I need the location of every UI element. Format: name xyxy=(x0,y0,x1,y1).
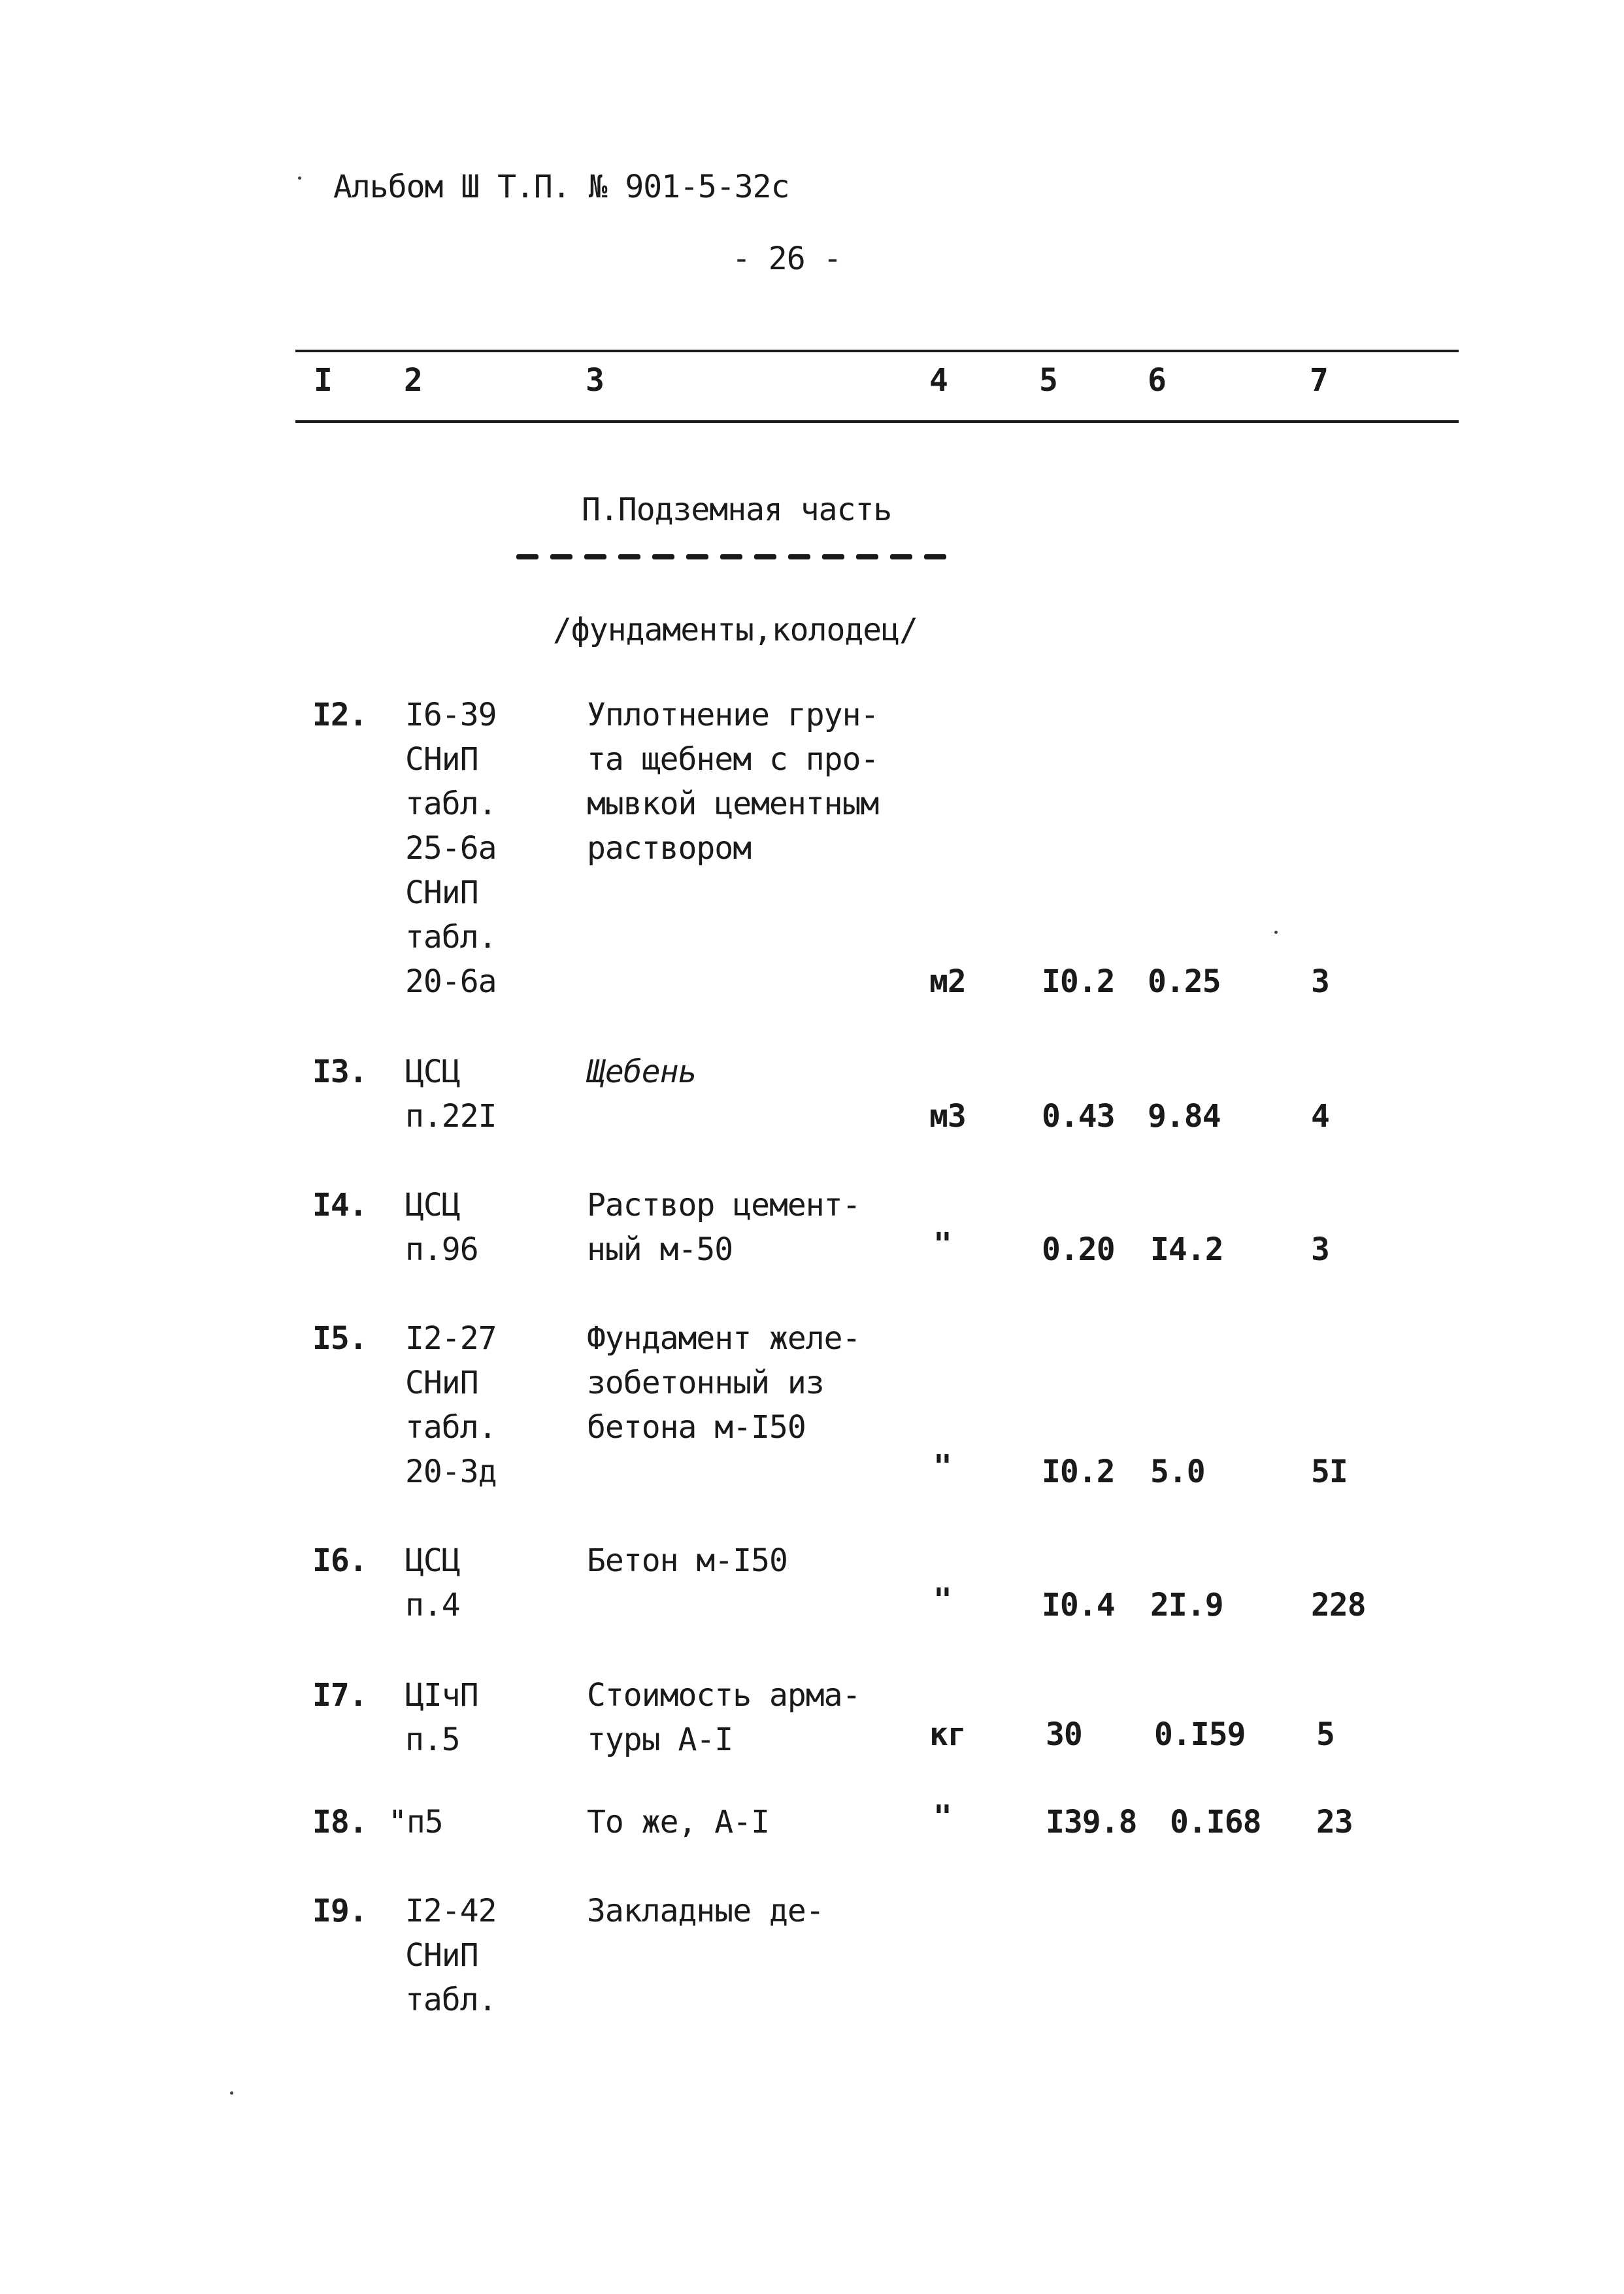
row-17-desc-line-2: туры А-I xyxy=(587,1721,733,1758)
row-15-desc-line-3: бетона м-I50 xyxy=(587,1409,806,1446)
row-14-unit: " xyxy=(933,1226,952,1263)
row-12-ref-line-4: 25-6а xyxy=(405,830,497,867)
section-title: П.Подземная часть xyxy=(582,491,892,528)
row-14-total: 3 xyxy=(1311,1231,1329,1268)
row-15-desc-line-2: зобетонный из xyxy=(587,1365,824,1401)
row-14-ref-line-2: п.96 xyxy=(405,1231,478,1268)
row-19-number: I9. xyxy=(312,1893,367,1929)
row-17-desc-line-1: Стоимость арма- xyxy=(587,1677,861,1714)
row-12-desc-line-1: Уплотнение грун- xyxy=(587,697,879,733)
row-13-ref-line-2: п.22I xyxy=(405,1098,497,1135)
row-15-unit: " xyxy=(933,1448,952,1485)
row-19-ref-line-3: табл. xyxy=(405,1982,497,2018)
row-18-quantity: I39.8 xyxy=(1046,1804,1137,1840)
section-subtitle: /фундаменты,колодец/ xyxy=(553,612,918,648)
row-12-number: I2. xyxy=(312,697,367,733)
row-12-price: 0.25 xyxy=(1148,963,1221,1000)
row-15-quantity: I0.2 xyxy=(1042,1454,1115,1490)
row-12-ref-line-7: 20-6а xyxy=(405,963,497,1000)
column-number-1: I xyxy=(314,362,332,399)
row-19-ref-line-2: СНиП xyxy=(405,1937,478,1974)
row-17-ref-line-2: п.5 xyxy=(405,1721,460,1758)
row-13-unit: м3 xyxy=(929,1098,966,1135)
row-17-unit: кг xyxy=(929,1716,966,1753)
column-number-5: 5 xyxy=(1039,362,1057,399)
row-19-ref-line-1: I2-42 xyxy=(405,1893,497,1929)
row-16-ref-line-2: п.4 xyxy=(405,1587,460,1623)
page-number: - 26 - xyxy=(732,241,842,277)
row-12-quantity: I0.2 xyxy=(1042,963,1115,1000)
row-12-ref-line-3: табл. xyxy=(405,786,497,822)
row-17-total: 5 xyxy=(1316,1716,1334,1753)
row-12-desc-line-4: раствором xyxy=(587,830,752,867)
row-16-number: I6. xyxy=(312,1542,367,1579)
row-12-desc-line-2: та щебнем с про- xyxy=(587,741,879,778)
row-12-total: 3 xyxy=(1311,963,1329,1000)
row-14-desc-line-2: ный м-50 xyxy=(587,1231,733,1268)
row-18-unit: " xyxy=(933,1799,952,1835)
row-12-ref-line-5: СНиП xyxy=(405,874,478,911)
row-15-ref-line-4: 20-3д xyxy=(405,1454,497,1490)
row-16-total: 228 xyxy=(1311,1587,1366,1623)
column-number-3: 3 xyxy=(586,362,604,399)
row-15-ref-line-3: табл. xyxy=(405,1409,497,1446)
row-13-quantity: 0.43 xyxy=(1042,1098,1115,1135)
row-13-ref-line-1: ЦСЦ xyxy=(405,1054,460,1090)
row-16-unit: " xyxy=(933,1582,952,1618)
row-19-desc-line-1: Закладные де- xyxy=(587,1893,824,1929)
row-15-ref-line-2: СНиП xyxy=(405,1365,478,1401)
row-18-total: 23 xyxy=(1316,1804,1353,1840)
row-17-quantity: 30 xyxy=(1046,1716,1082,1753)
row-13-total: 4 xyxy=(1311,1098,1329,1135)
column-number-7: 7 xyxy=(1310,362,1328,399)
row-12-ref-line-1: I6-39 xyxy=(405,697,497,733)
row-12-ref-line-2: СНиП xyxy=(405,741,478,778)
row-17-number: I7. xyxy=(312,1677,367,1714)
row-12-unit: м2 xyxy=(929,963,966,1000)
row-13-number: I3. xyxy=(312,1054,367,1090)
row-13-price: 9.84 xyxy=(1148,1098,1221,1135)
row-13-desc-line-1: Щебень xyxy=(587,1054,697,1090)
row-16-quantity: I0.4 xyxy=(1042,1587,1115,1623)
album-header: Альбом Ш Т.П. № 901-5-32с xyxy=(333,169,789,205)
row-15-ref-line-1: I2-27 xyxy=(405,1320,497,1357)
row-15-total: 5I xyxy=(1311,1454,1348,1490)
row-16-desc-line-1: Бетон м-I50 xyxy=(587,1542,787,1579)
scan-speck xyxy=(230,2091,233,2095)
column-number-6: 6 xyxy=(1148,362,1166,399)
row-17-price: 0.I59 xyxy=(1154,1716,1246,1753)
row-16-ref-line-1: ЦСЦ xyxy=(405,1542,460,1579)
row-18-desc-line-1: То же, А-I xyxy=(587,1804,769,1840)
row-14-desc-line-1: Раствор цемент- xyxy=(587,1187,861,1223)
row-18-ref-line-1: "п5 xyxy=(388,1804,443,1840)
scan-speck xyxy=(298,176,301,180)
row-15-desc-line-1: Фундамент желе- xyxy=(587,1320,861,1357)
row-18-number: I8. xyxy=(312,1804,367,1840)
row-12-speck xyxy=(1274,931,1278,934)
row-14-price: I4.2 xyxy=(1150,1231,1223,1268)
row-14-quantity: 0.20 xyxy=(1042,1231,1115,1268)
row-12-ref-line-6: табл. xyxy=(405,919,497,956)
row-15-number: I5. xyxy=(312,1320,367,1357)
row-14-ref-line-1: ЦСЦ xyxy=(405,1187,460,1223)
row-14-number: I4. xyxy=(312,1187,367,1223)
row-12-desc-line-3: мывкой цементным xyxy=(587,786,879,822)
table-top-rule xyxy=(295,350,1459,352)
row-16-price: 2I.9 xyxy=(1150,1587,1223,1623)
row-15-price: 5.0 xyxy=(1150,1454,1205,1490)
row-17-ref-line-1: ЦIчП xyxy=(405,1677,478,1714)
row-18-price: 0.I68 xyxy=(1170,1804,1261,1840)
table-bottom-rule xyxy=(295,420,1459,423)
column-number-4: 4 xyxy=(929,362,948,399)
column-number-2: 2 xyxy=(404,362,422,399)
